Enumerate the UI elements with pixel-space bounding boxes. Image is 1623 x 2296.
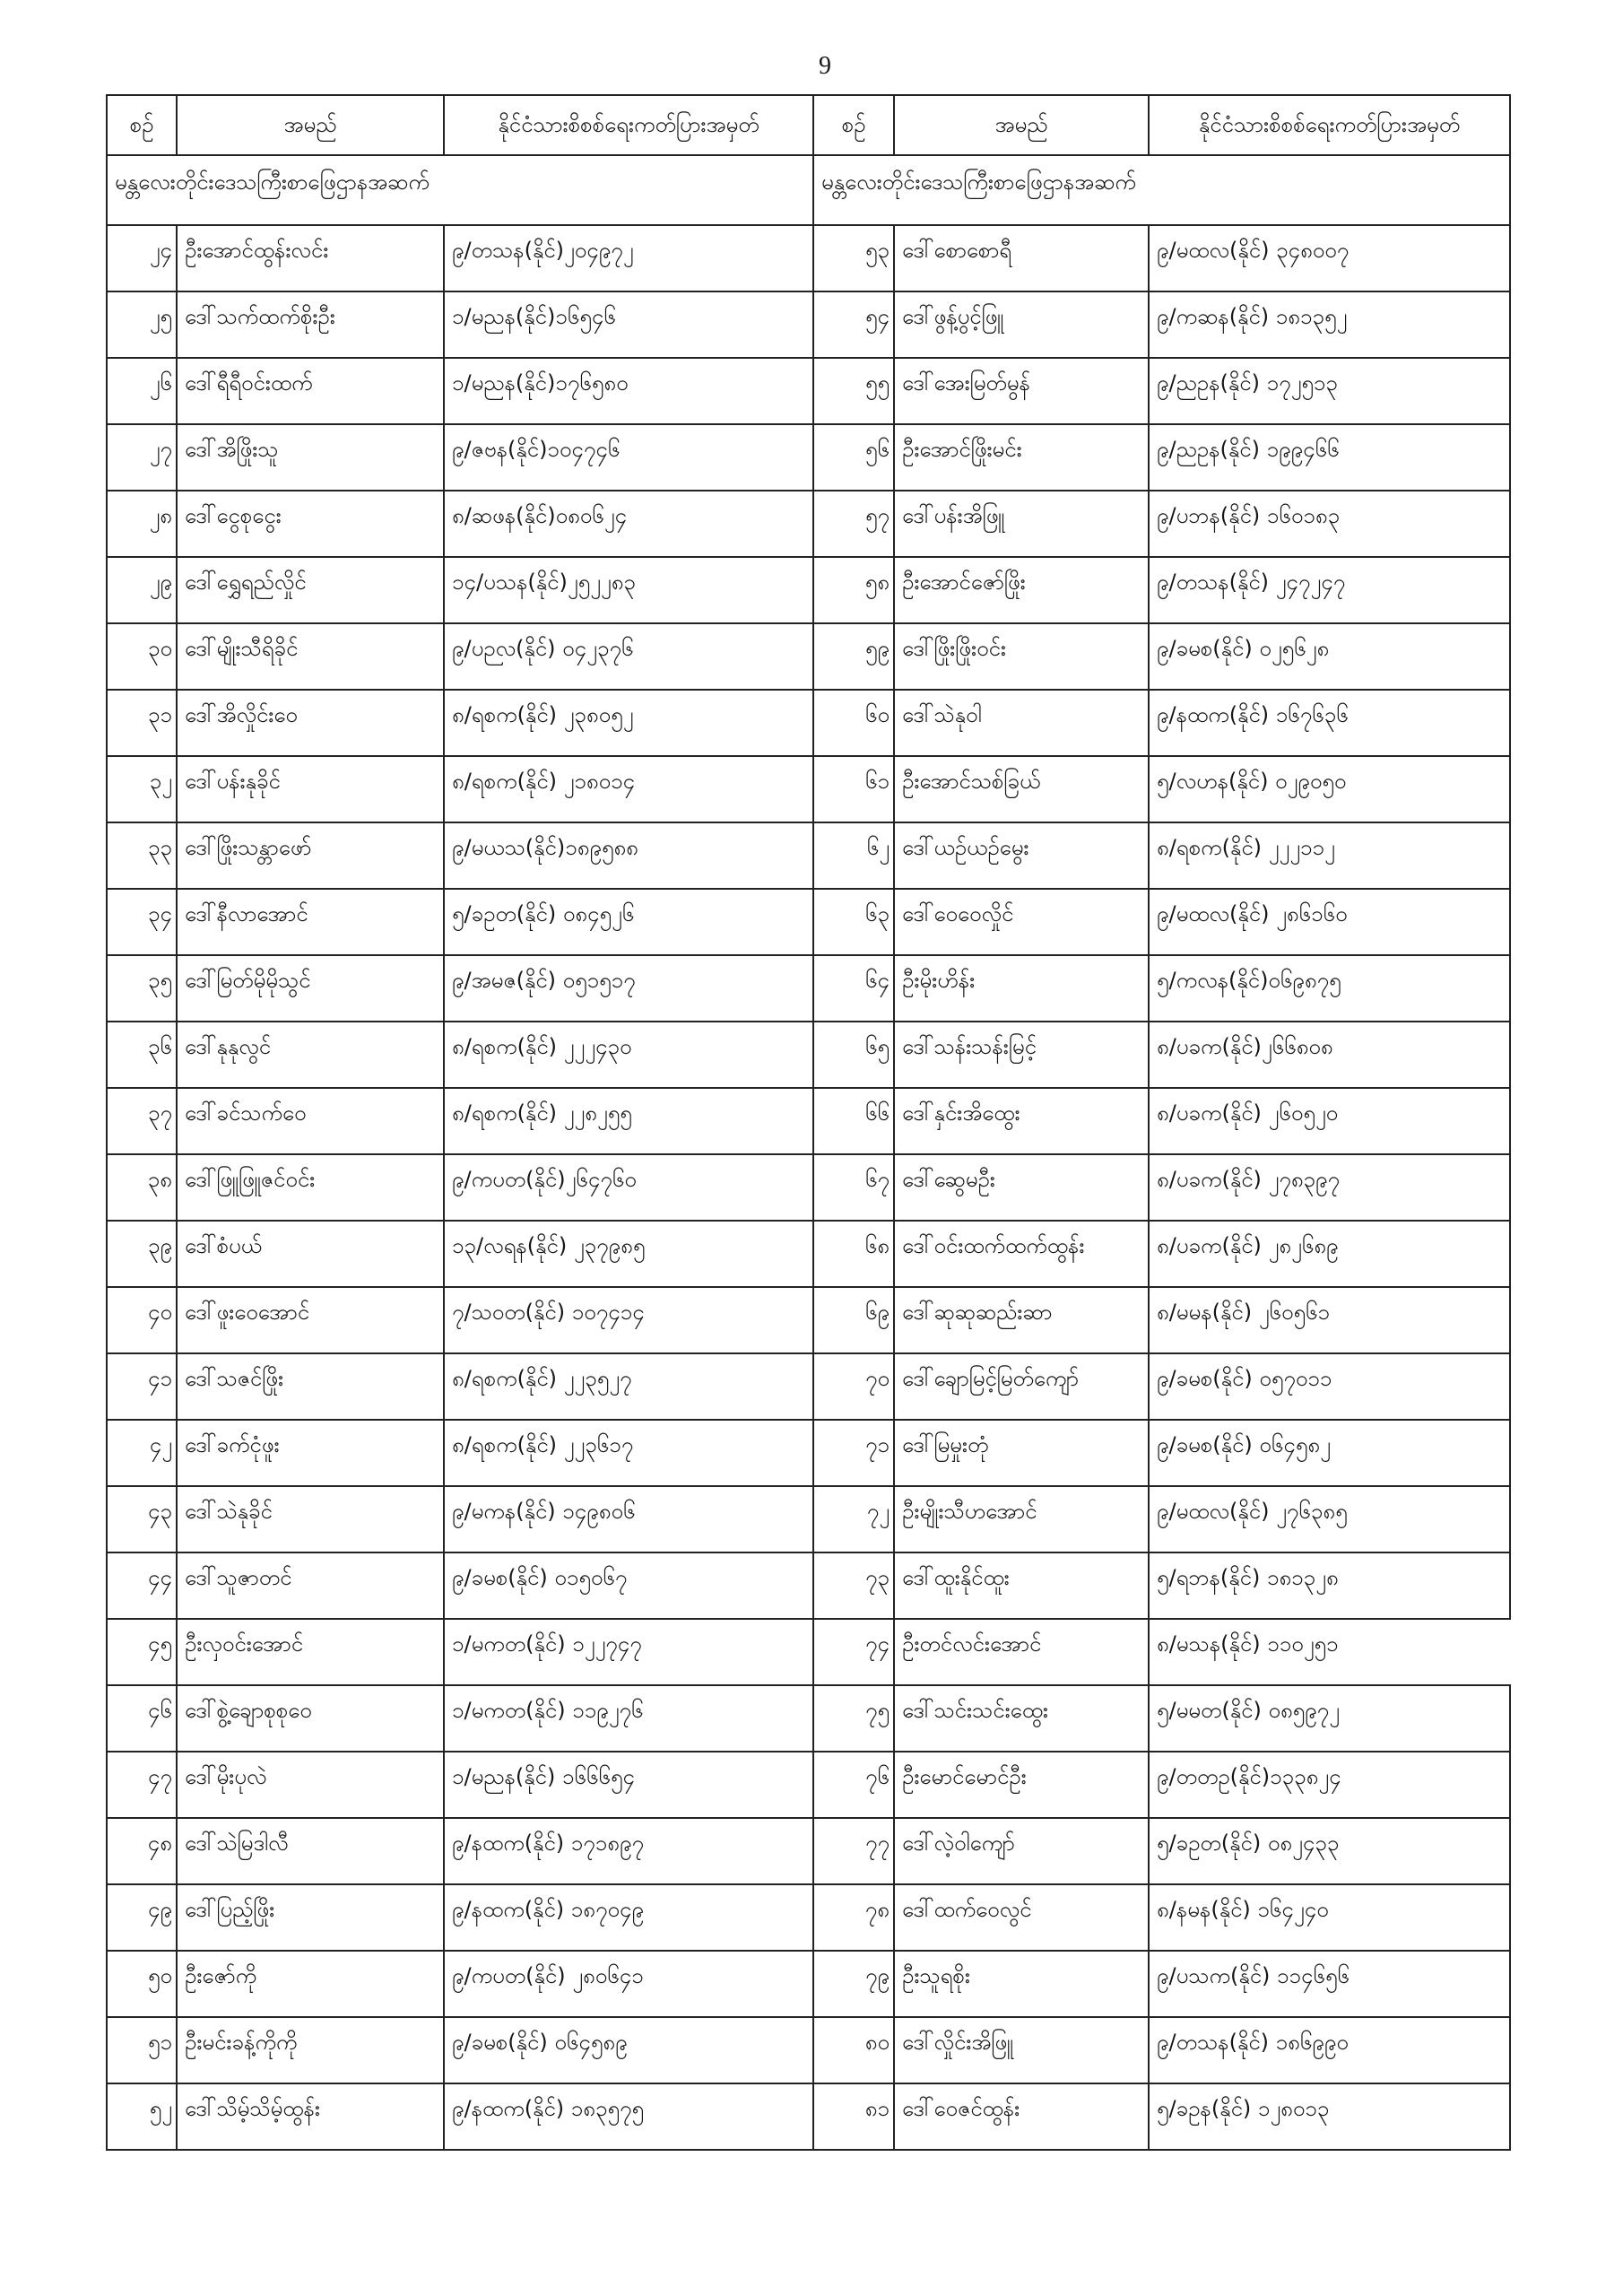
right-nrc-number: ၈/ပခက(နိုင်) ၂၈၂၆၈၉ [1149,1221,1510,1287]
left-serial-number: ၃၁ [107,690,177,756]
left-serial-number: ၄၈ [107,1818,177,1884]
right-name: ဒေါ်ဝေဝေလှိုင် [894,889,1149,955]
right-serial-number: ၆၈ [813,1221,894,1287]
right-serial-number: ၆၃ [813,889,894,955]
page-number: 9 [819,52,831,80]
table-row [107,955,1510,1022]
right-name: ဒေါ်ဆွေမဦး [894,1154,1149,1221]
right-nrc-number: ၈/နမန(နိုင်) ၁၆၄၂၄၀ [1149,1884,1510,1951]
left-name: ဒေါ်ခက်ငုံဖူး [177,1420,444,1486]
table-row [107,1353,1510,1420]
right-nrc-number: ၈/မသန(နိုင်) ၁၁၀၂၅၁ [1149,1619,1510,1685]
left-name: ဒေါ်ခင်သက်ဝေ [177,1088,444,1154]
left-nrc-number: ၉/ခမစ(နိုင်) ၀၆၄၅၈၉ [444,2017,813,2083]
left-nrc-number: ၁/မကတ(နိုင်) ၁၁၉၂၇၆ [444,1685,813,1752]
right-name: ဒေါ်ထူးနိုင်ထူး [894,1552,1149,1619]
right-nrc-number: ၉/ကဆန(နိုင်) ၁၈၁၃၅၂ [1149,291,1510,358]
left-nrc-number: ၁/မကတ(နိုင်) ၁၂၂၇၄၇ [444,1619,813,1685]
right-name: ဒေါ်ထက်ဝေလွင် [894,1884,1149,1951]
right-serial-number: ၇၉ [813,1951,894,2017]
right-nrc-number: ၈/မမန(နိုင်) ၂၆၀၅၆၁ [1149,1287,1510,1353]
left-name: ဒေါ်ပန်းနုခိုင် [177,756,444,822]
right-serial-number: ၇၇ [813,1818,894,1884]
left-name: ဒေါ်မျိုးသီရိခိုင် [177,623,444,690]
right-serial-number: ၇၁ [813,1420,894,1486]
right-nrc-number: ၉/မထလ(နိုင်) ၂၈၆၁၆၀ [1149,889,1510,955]
left-name: ဒေါ်အိလှိုင်းဝေ [177,690,444,756]
right-name: ဒေါ်လဲ့ဝါကျော် [894,1818,1149,1884]
section-label-left: မန္တလေးတိုင်းဒေသကြီးစာဖြေဌာနအဆက် [107,155,813,225]
left-serial-number: ၄၄ [107,1552,177,1619]
left-name: ဒေါ်ရီရီဝင်းထက် [177,358,444,424]
left-serial-number: ၄၅ [107,1619,177,1685]
right-serial-number: ၅၇ [813,491,894,557]
table-row [107,291,1510,358]
right-serial-number: ၅၅ [813,358,894,424]
left-nrc-number: ၉/နထက(နိုင်) ၁၈၃၅၇၅ [444,2083,813,2150]
table-row [107,1552,1510,1619]
table-row [107,623,1510,690]
right-name: ဒေါ်အေးမြတ်မွန် [894,358,1149,424]
left-name: ဒေါ်စံပယ် [177,1221,444,1287]
left-serial-number: ၂၉ [107,557,177,623]
table-row [107,358,1510,424]
right-name: ဦးအောင်ဇော်ဖြိုး [894,557,1149,623]
right-nrc-number: ၈/ရစက(နိုင်) ၂၂၂၁၁၂ [1149,822,1510,889]
header-nrc-left: နိုင်ငံသားစိစစ်ရေးကတ်ပြားအမှတ် [444,95,813,155]
left-nrc-number: ၉/တသန(နိုင်)၂၀၄၉၇၂ [444,225,813,291]
table-row [107,1752,1510,1818]
left-serial-number: ၂၇ [107,424,177,491]
left-name: ဒေါ်သူဇာတင် [177,1552,444,1619]
table-row [107,557,1510,623]
right-serial-number: ၇၆ [813,1752,894,1818]
right-nrc-number: ၉/တသန(နိုင်) ၁၈၆၉၉၀ [1149,2017,1510,2083]
left-nrc-number: ၉/ခမစ(နိုင်) ၀၁၅၀၆၇ [444,1552,813,1619]
left-name: ဒေါ်ငွေစုငွေး [177,491,444,557]
right-name: ဦးတင်လင်းအောင် [894,1619,1149,1685]
right-nrc-number: ၉/မထလ(နိုင်) ၂၇၆၃၈၅ [1149,1486,1510,1552]
right-nrc-number: ၉/ညဥန(နိုင်) ၁၉၉၄၆၆ [1149,424,1510,491]
right-name: ဒေါ်ဝေဇင်ထွန်း [894,2083,1149,2150]
right-name: ဒေါ်စောစောရီ [894,225,1149,291]
left-nrc-number: ၈/ရစက(နိုင်) ၂၂၃၆၁၇ [444,1420,813,1486]
right-nrc-number: ၅/မမတ(နိုင်) ၀၈၅၉၇၂ [1149,1685,1510,1752]
header-row [107,95,1510,155]
right-name: ဒေါ်သဲနုဝါ [894,690,1149,756]
table-row [107,1221,1510,1287]
right-name: ဒေါ်ပန်းအိဖြူ [894,491,1149,557]
table-row [107,1088,1510,1154]
right-serial-number: ၆၂ [813,822,894,889]
right-serial-number: ၅၉ [813,623,894,690]
left-serial-number: ၃၇ [107,1088,177,1154]
table-head [107,95,1510,225]
table-row [107,2083,1510,2150]
right-nrc-number: ၉/ပဘန(နိုင်) ၁၆၀၁၈၃ [1149,491,1510,557]
left-nrc-number: ၉/နထက(နိုင်) ၁၇၁၈၉၇ [444,1818,813,1884]
right-name: ဦးအောင်သစ်ခြယ် [894,756,1149,822]
left-name: ဒေါ်နီလာအောင် [177,889,444,955]
right-serial-number: ၇၅ [813,1685,894,1752]
left-name: ဦးမင်းခန့်ကိုကို [177,2017,444,2083]
left-nrc-number: ၉/ကပတ(နိုင်) ၂၈၀၆၄၁ [444,1951,813,2017]
right-name: ဒေါ်ဖွန့်ပွင့်ဖြူ [894,291,1149,358]
left-name: ဒေါ်နုနုလွင် [177,1022,444,1088]
left-nrc-number: ၉/မယသ(နိုင်)၁၈၉၅၈၈ [444,822,813,889]
right-nrc-number: ၅/လဟန(နိုင်) ၀၂၉၀၅၀ [1149,756,1510,822]
table-row [107,225,1510,291]
table-row [107,491,1510,557]
table-row [107,1420,1510,1486]
table-row [107,822,1510,889]
left-nrc-number: ၁၃/လရန(နိုင်) ၂၃၇၉၈၅ [444,1221,813,1287]
left-serial-number: ၄၀ [107,1287,177,1353]
left-nrc-number: ၈/ရစက(နိုင်) ၂၂၃၅၂၇ [444,1353,813,1420]
left-serial-number: ၃၂ [107,756,177,822]
right-serial-number: ၇၂ [813,1486,894,1552]
left-nrc-number: ၁/မညန(နိုင်) ၁၆၆၆၅၄ [444,1752,813,1818]
right-serial-number: ၅၃ [813,225,894,291]
right-serial-number: ၆၉ [813,1287,894,1353]
left-name: ဒေါ်အိဖြိုးသူ [177,424,444,491]
right-name: ဦးမျိုးသီဟအောင် [894,1486,1149,1552]
right-nrc-number: ၈/ပခက(နိုင်) ၂၇၈၃၉၇ [1149,1154,1510,1221]
left-serial-number: ၃၆ [107,1022,177,1088]
left-nrc-number: ၅/ခဥတ(နိုင်) ၀၈၄၅၂၆ [444,889,813,955]
table-row [107,1685,1510,1752]
right-serial-number: ၇၃ [813,1552,894,1619]
left-nrc-number: ၈/ရစက(နိုင်) ၂၁၈၀၁၄ [444,756,813,822]
right-name: ဒေါ်ဝင်းထက်ထက်ထွန်း [894,1221,1149,1287]
table-row [107,1951,1510,2017]
left-serial-number: ၅၂ [107,2083,177,2150]
left-serial-number: ၄၂ [107,1420,177,1486]
left-name: ဒေါ်သိမ့်သိမ့်ထွန်း [177,2083,444,2150]
left-name: ဒေါ်သဲနုခိုင် [177,1486,444,1552]
left-serial-number: ၃၀ [107,623,177,690]
table-row [107,1486,1510,1552]
right-name: ဒေါ်ချောမြင့်မြတ်ကျော် [894,1353,1149,1420]
right-name: ဒေါ်ဖြိုးဖြိုးဝင်း [894,623,1149,690]
left-name: ဒေါ်ဖြူဖြူဇင်ဝင်း [177,1154,444,1221]
table-row [107,756,1510,822]
left-name: ဦးအောင်ထွန်းလင်း [177,225,444,291]
right-serial-number: ၆၀ [813,690,894,756]
left-serial-number: ၃၅ [107,955,177,1022]
left-serial-number: ၂၆ [107,358,177,424]
right-nrc-number: ၈/ပခက(နိုင်)၂၆၆၈၀၈ [1149,1022,1510,1088]
section-label-right: မန္တလေးတိုင်းဒေသကြီးစာဖြေဌာနအဆက် [813,155,1510,225]
right-serial-number: ၅၆ [813,424,894,491]
left-name: ဒေါ်သဇင်ဖြိုး [177,1353,444,1420]
table-row [107,690,1510,756]
left-serial-number: ၄၆ [107,1685,177,1752]
right-name: ဒေါ်ဆုဆုဆည်းဆာ [894,1287,1149,1353]
left-name: ဦးဇော်ကို [177,1951,444,2017]
right-nrc-number: ၅/ရဘန(နိုင်) ၁၈၁၃၂၈ [1149,1552,1510,1619]
right-nrc-number: ၉/နထက(နိုင်) ၁၆၇၆၃၆ [1149,690,1510,756]
left-name: ဒေါ်ရွှေရည်လှိုင် [177,557,444,623]
left-serial-number: ၂၈ [107,491,177,557]
left-nrc-number: ၈/ရစက(နိုင်) ၂၃၈၀၅၂ [444,690,813,756]
left-name: ဒေါ်ပြည့်ဖြိုး [177,1884,444,1951]
left-serial-number: ၂၄ [107,225,177,291]
left-nrc-number: ၈/ရစက(နိုင်) ၂၂၂၄၃၀ [444,1022,813,1088]
table-body [107,225,1510,2150]
left-nrc-number: ၁/မညန(နိုင်)၁၆၅၄၆ [444,291,813,358]
right-serial-number: ၅၄ [813,291,894,358]
table-row [107,1818,1510,1884]
left-serial-number: ၂၅ [107,291,177,358]
header-serial-left: စဉ် [107,95,177,155]
left-nrc-number: ၉/မကန(နိုင်) ၁၄၉၈၀၆ [444,1486,813,1552]
table-row [107,1619,1510,1685]
header-name-right: အမည် [894,95,1149,155]
left-nrc-number: ၉/ကပတ(နိုင်)၂၆၄၇၆၀ [444,1154,813,1221]
right-name: ဒေါ်လှိုင်းအိဖြူ [894,2017,1149,2083]
left-nrc-number: ၉/နထက(နိုင်) ၁၈၇၀၄၉ [444,1884,813,1951]
table-row [107,1022,1510,1088]
left-nrc-number: ၁/မညန(နိုင်)၁၇၆၅၈၀ [444,358,813,424]
left-name: ဒေါ်ဖူးဝေအောင် [177,1287,444,1353]
table-row [107,1884,1510,1951]
right-name: ဦးမောင်မောင်ဦး [894,1752,1149,1818]
right-serial-number: ၆၄ [813,955,894,1022]
table-row [107,2017,1510,2083]
right-name: ဦးမိုးဟိန်း [894,955,1149,1022]
left-serial-number: ၃၉ [107,1221,177,1287]
right-nrc-number: ၈/ပခက(နိုင်) ၂၆၀၅၂၀ [1149,1088,1510,1154]
right-name: ဦးသူရစိုး [894,1951,1149,2017]
right-serial-number: ၈၀ [813,2017,894,2083]
right-nrc-number: ၉/ပသက(နိုင်) ၁၁၄၆၅၆ [1149,1951,1510,2017]
right-name: ဒေါ်နှင်းအိထွေး [894,1088,1149,1154]
left-name: ဒေါ်မြတ်မိုမိုသွင် [177,955,444,1022]
right-serial-number: ၆၇ [813,1154,894,1221]
left-serial-number: ၅၀ [107,1951,177,2017]
left-serial-number: ၃၄ [107,889,177,955]
left-nrc-number: ၈/ဆဖန(နိုင်)၀၈၀၆၂၄ [444,491,813,557]
left-serial-number: ၄၃ [107,1486,177,1552]
left-serial-number: ၄၁ [107,1353,177,1420]
right-nrc-number: ၉/ညဥန(နိုင်) ၁၇၂၅၁၃ [1149,358,1510,424]
left-nrc-number: ၈/ရစက(နိုင်) ၂၂၈၂၅၅ [444,1088,813,1154]
table-row [107,424,1510,491]
left-name: ဒေါ်သက်ထက်စိုးဦး [177,291,444,358]
left-serial-number: ၃၈ [107,1154,177,1221]
right-nrc-number: ၉/ခမစ(နိုင်) ၀၅၇၀၁၁ [1149,1353,1510,1420]
right-serial-number: ၅၈ [813,557,894,623]
left-name: ဒေါ်စွဲ့ချောစုစုဝေ [177,1685,444,1752]
right-nrc-number: ၉/ခမစ(နိုင်) ၀၆၄၅၈၂ [1149,1420,1510,1486]
right-name: ဒေါ်မြမှုးတုံ [894,1420,1149,1486]
left-name: ဒေါ်ဖြိုးသန္တာဖော် [177,822,444,889]
right-nrc-number: ၉/မထလ(နိုင်) ၃၄၈၀၀၇ [1149,225,1510,291]
left-nrc-number: ၉/ပဉလ(နိုင်) ၀၄၂၃၇၆ [444,623,813,690]
left-nrc-number: ၉/အမဇ(နိုင်) ၀၅၁၅၁၇ [444,955,813,1022]
header-serial-right: စဉ် [813,95,894,155]
right-nrc-number: ၅/ခဥတ(နိုင်) ၀၈၂၄၃၃ [1149,1818,1510,1884]
left-serial-number: ၄၇ [107,1752,177,1818]
right-serial-number: ၆၁ [813,756,894,822]
right-serial-number: ၇၀ [813,1353,894,1420]
left-name: ဒေါ်သဲမြဒါလီ [177,1818,444,1884]
table-row [107,1154,1510,1221]
right-serial-number: ၆၅ [813,1022,894,1088]
roster-table [106,94,1511,2151]
right-serial-number: ၇၈ [813,1884,894,1951]
right-name: ဒေါ်သန်းသန်းမြင့် [894,1022,1149,1088]
left-name: ဦးလှဝင်းအောင် [177,1619,444,1685]
right-nrc-number: ၉/ခမစ(နိုင်) ၀၂၅၆၂၈ [1149,623,1510,690]
left-serial-number: ၃၃ [107,822,177,889]
right-nrc-number: ၅/ခဥန(နိုင်) ၁၂၈၀၁၃ [1149,2083,1510,2150]
right-serial-number: ၇၄ [813,1619,894,1685]
table-row [107,1287,1510,1353]
right-serial-number: ၈၁ [813,2083,894,2150]
header-nrc-right: နိုင်ငံသားစိစစ်ရေးကတ်ပြားအမှတ် [1149,95,1510,155]
left-serial-number: ၅၁ [107,2017,177,2083]
section-row [107,155,1510,225]
right-name: ဒေါ်ယဉ်ယဉ်မွေး [894,822,1149,889]
right-name: ဦးအောင်ဖြိုးမင်း [894,424,1149,491]
right-nrc-number: ၉/တတဥ(နိုင်)၁၃၃၈၂၄ [1149,1752,1510,1818]
left-serial-number: ၄၉ [107,1884,177,1951]
left-name: ဒေါ်မိုးပုလဲ [177,1752,444,1818]
right-nrc-number: ၅/ကလန(နိုင်)၀၆၉၈၇၅ [1149,955,1510,1022]
right-nrc-number: ၉/တသန(နိုင်) ၂၄၇၂၄၇ [1149,557,1510,623]
left-nrc-number: ၁၄/ပသန(နိုင်)၂၅၂၂၈၃ [444,557,813,623]
right-name: ဒေါ်သင်းသင်းထွေး [894,1685,1149,1752]
left-nrc-number: ၉/ဇဗန(နိုင်)၁၀၄၇၄၆ [444,424,813,491]
header-name-left: အမည် [177,95,444,155]
table-row [107,889,1510,955]
left-nrc-number: ၇/သဝတ(နိုင်) ၁၀၇၄၁၄ [444,1287,813,1353]
right-serial-number: ၆၆ [813,1088,894,1154]
